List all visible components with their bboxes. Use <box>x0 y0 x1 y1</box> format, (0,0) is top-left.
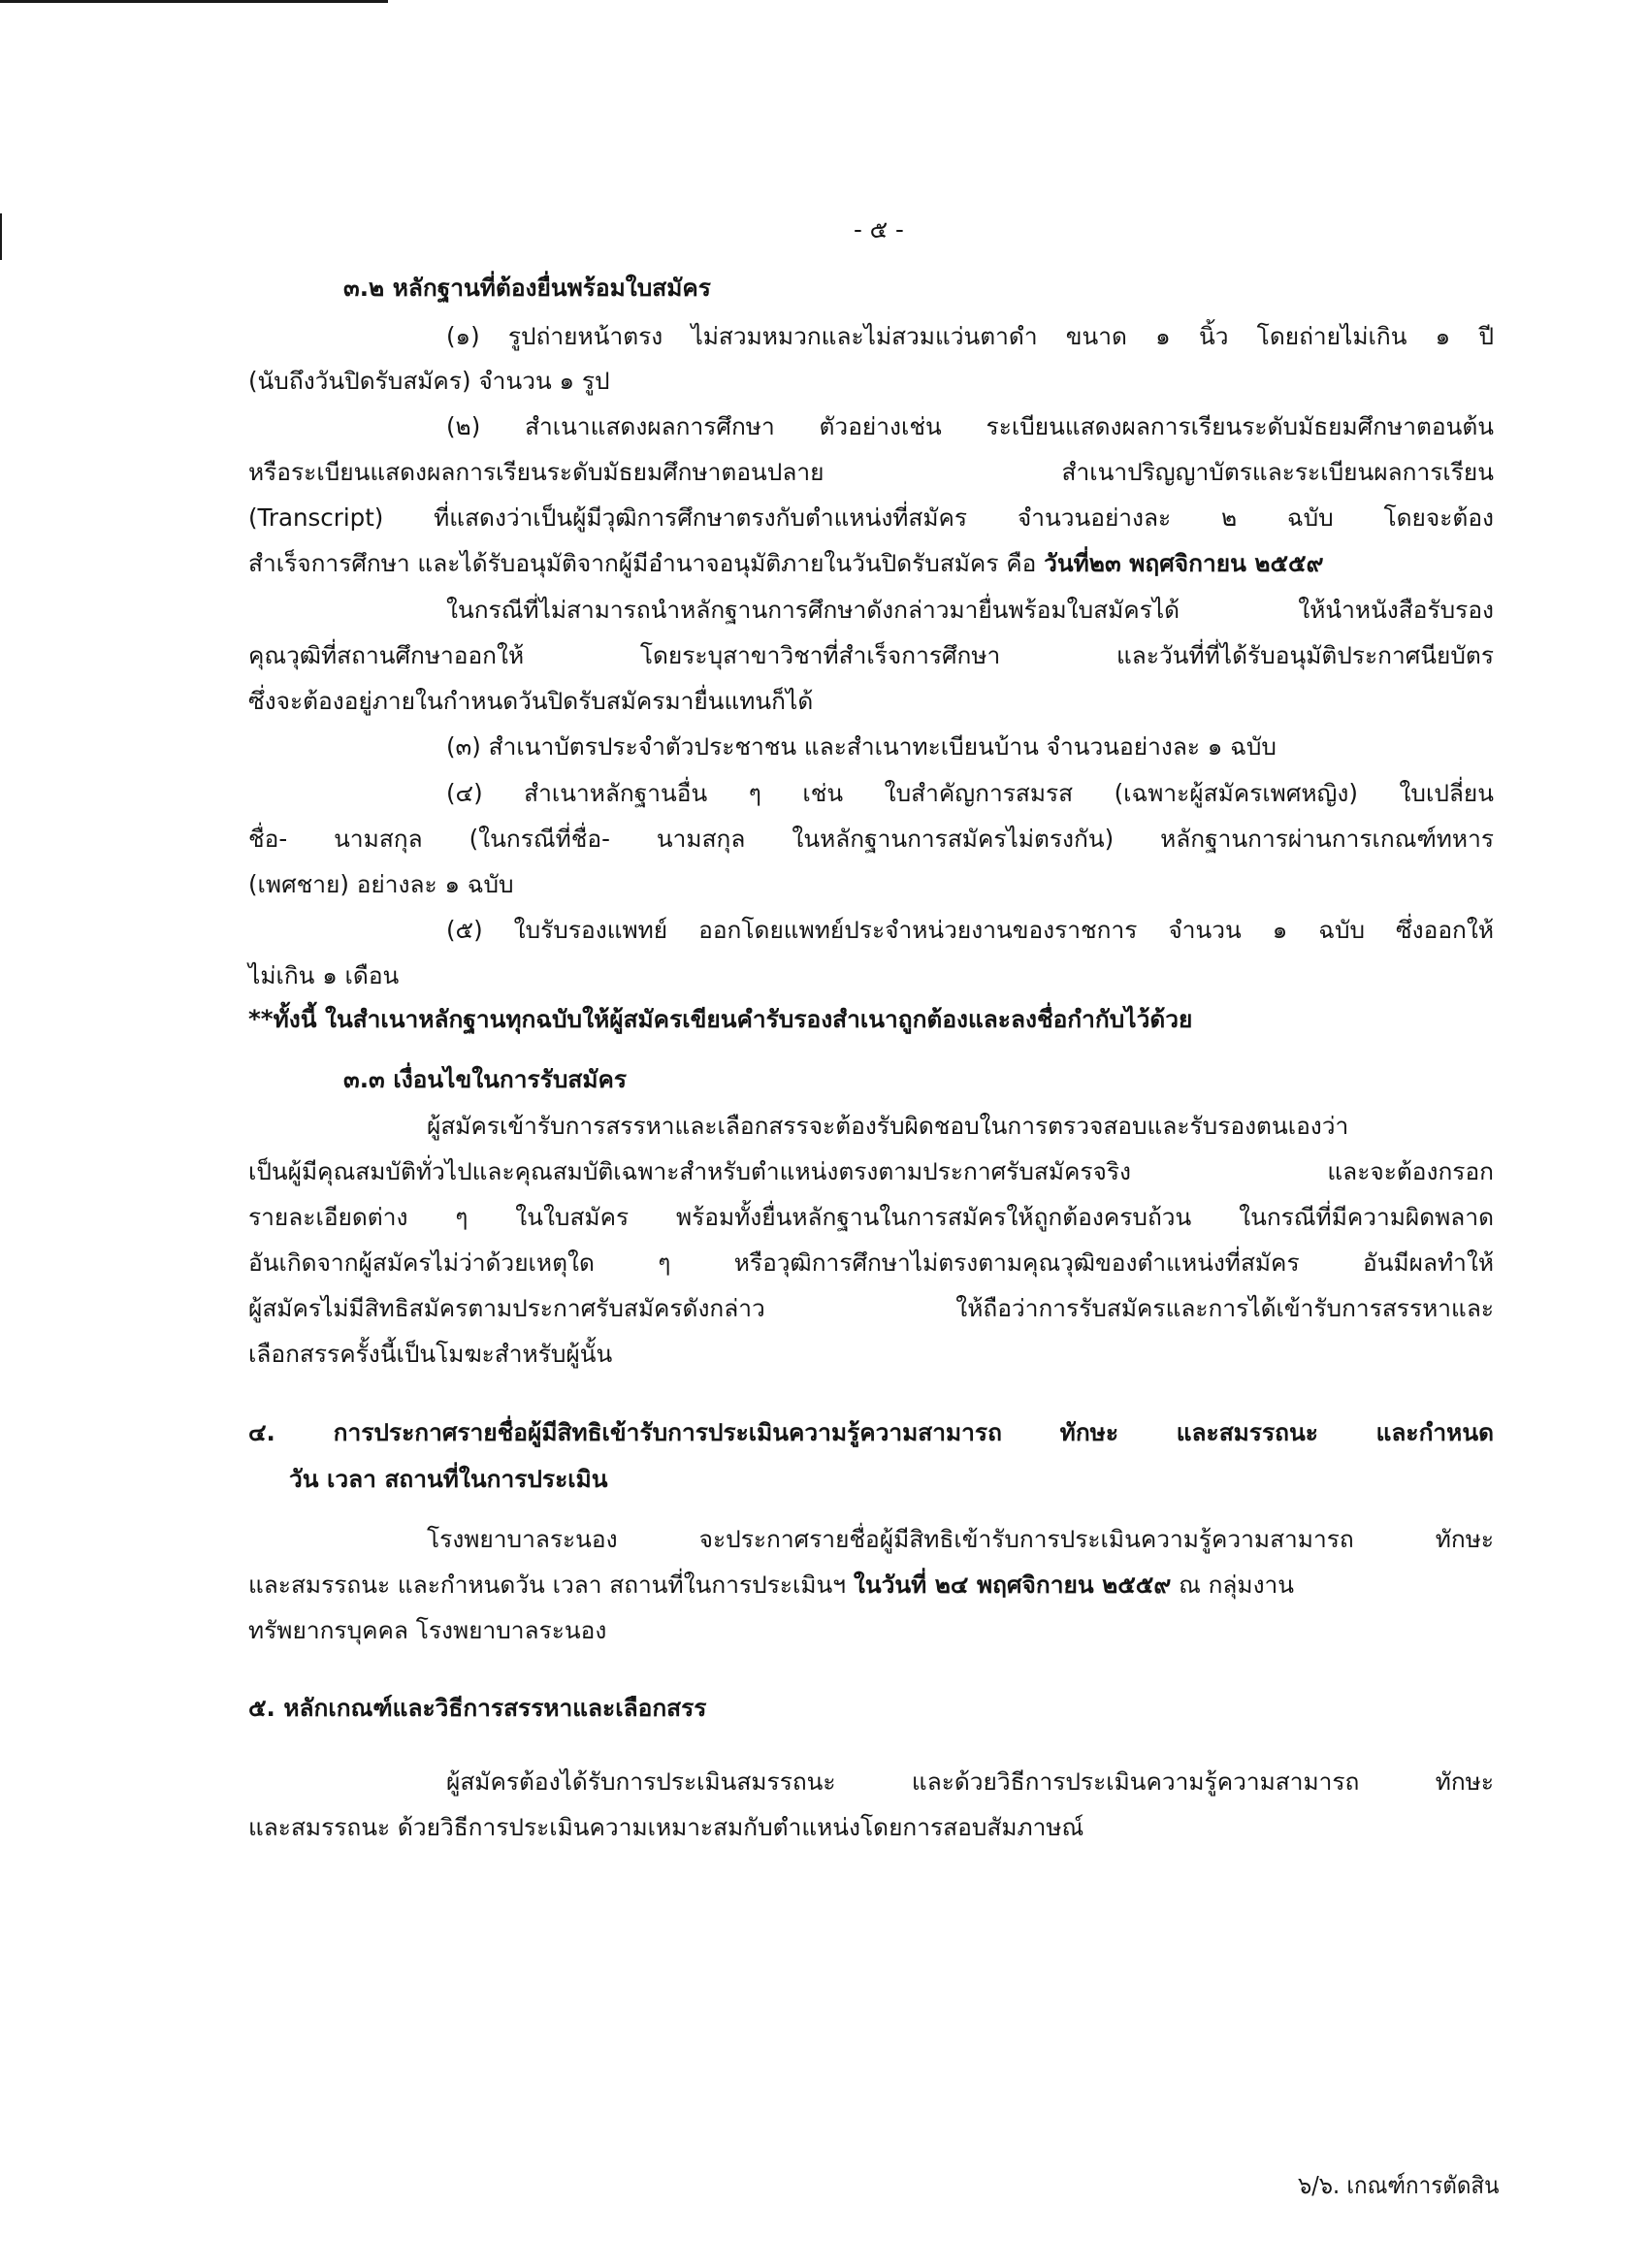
section-3-2-heading: ๓.๒ หลักฐานที่ต้องยื่นพร้อมใบสมัคร <box>343 274 711 302</box>
conditions-line: รายละเอียดต่าง ๆ ในใบสมัคร พร้อมทั้งยื่นหลักฐานในการสมัครให้ถูกต้องครบถ้วน ในกรณีที่มีความผิดพลาด <box>248 1203 1494 1231</box>
conditions-line: เป็นผู้มีคุณสมบัติทั่วไปและคุณสมบัติเฉพาะสำหรับตำแหน่งตรงตามประกาศรับสมัครจริง และจะต้องกรอก <box>248 1157 1494 1185</box>
closing-date: วันที่๒๓ พฤศจิกายน ๒๕๕๙ <box>1044 549 1324 577</box>
section-4-line: โรงพยาบาลระนอง จะประกาศรายชื่อผู้มีสิทธิเข้ารับการประเมินความรู้ความสามารถ ทักษะ <box>427 1525 1494 1553</box>
item-4-line: (เพศชาย) อย่างละ ๑ ฉบับ <box>248 870 514 898</box>
item-5-line: ไม่เกิน ๑ เดือน <box>248 961 400 989</box>
item-5-line: (๕) ใบรับรองแพทย์ ออกโดยแพทย์ประจำหน่วยงานของราชการ จำนวน ๑ ฉบับ ซึ่งออกให้ <box>446 916 1494 944</box>
page-number: - ๕ - <box>854 215 904 243</box>
announcement-date: ในวันที่ ๒๔ พฤศจิกายน ๒๕๕๙ <box>853 1571 1172 1599</box>
section-3-3-heading: ๓.๓ เงื่อนไขในการรับสมัคร <box>343 1065 628 1093</box>
conditions-line: ผู้สมัครเข้ารับการสรรหาและเลือกสรรจะต้องรับผิดชอบในการตรวจสอบและรับรองตนเองว่า <box>427 1112 1349 1140</box>
section-4-heading: วัน เวลา สถานที่ในการประเมิน <box>289 1465 608 1493</box>
conditions-line: เลือกสรรครั้งนี้เป็นโมฆะสำหรับผู้นั้น <box>248 1340 613 1368</box>
item-4-line: ชื่อ- นามสกุล (ในกรณีที่ชื่อ- นามสกุล ในหลักฐานการสมัครไม่ตรงกัน) หลักฐานการผ่านการเกณฑ์ทหาร <box>248 825 1494 853</box>
item-1-line: (๑) รูปถ่ายหน้าตรง ไม่สวมหมวกและไม่สวมแว่นตาดำ ขนาด ๑ นิ้ว โดยถ่ายไม่เกิน ๑ ปี <box>446 322 1494 350</box>
item-3-line: (๓) สำเนาบัตรประจำตัวประชาชน และสำเนาทะเบียนบ้าน จำนวนอย่างละ ๑ ฉบับ <box>446 732 1277 761</box>
item-2-line: หรือระเบียนแสดงผลการเรียนระดับมัธยมศึกษาตอนปลาย สำเนาปริญญาบัตรและระเบียนผลการเรียน <box>248 458 1494 486</box>
item-4-line: (๔) สำเนาหลักฐานอื่น ๆ เช่น ใบสำคัญการสมรส (เฉพาะผู้สมัครเพศหญิง) ใบเปลี่ยน <box>446 779 1494 807</box>
continuation-footer: ๖/๖. เกณฑ์การตัดสิน <box>1298 2171 1500 2199</box>
section-5-line: ผู้สมัครต้องได้รับการประเมินสมรรถนะ และด้วยวิธีการประเมินความรู้ความสามารถ ทักษะ <box>446 1767 1494 1796</box>
item-2-line: (๒) สำเนาแสดงผลการศึกษา ตัวอย่างเช่น ระเบียนแสดงผลการเรียนระดับมัธยมศึกษาตอนต้น <box>446 412 1494 440</box>
conditions-line: ผู้สมัครไม่มีสิทธิสมัครตามประกาศรับสมัครดังกล่าว ให้ถือว่าการรับสมัครและการได้เข้ารับการสรรหาและ <box>248 1294 1494 1322</box>
section-4-heading: ๔. การประกาศรายชื่อผู้มีสิทธิเข้ารับการประเมินความรู้ความสามารถ ทักษะ และสมรรถนะ และกำหนด <box>248 1418 1494 1446</box>
section-5-heading: ๕. หลักเกณฑ์และวิธีการสรรหาและเลือกสรร <box>248 1694 707 1722</box>
certification-note: **ทั้งนี้ ในสำเนาหลักฐานทุกฉบับให้ผู้สมัครเขียนคำรับรองสำเนาถูกต้องและลงชื่อกำกับไว้ด้วย <box>248 1005 1193 1033</box>
item-2-line: (Transcript) ที่แสดงว่าเป็นผู้มีวุฒิการศึกษาตรงกับตำแหน่งที่สมัคร จำนวนอย่างละ ๒ ฉบับ โดยจะต้อง <box>248 503 1494 532</box>
item-2-line: สำเร็จการศึกษา และได้รับอนุมัติจากผู้มีอำนาจอนุมัติภายในวันปิดรับสมัคร คือ วันที่๒๓ พฤศจิกายน ๒๕๕๙ <box>248 549 1324 577</box>
item-1-line: (นับถึงวันปิดรับสมัคร) จำนวน ๑ รูป <box>248 367 610 395</box>
section-4-line: ทรัพยากรบุคคล โรงพยาบาลระนอง <box>248 1616 607 1644</box>
item-2-note-line: ซึ่งจะต้องอยู่ภายในกำหนดวันปิดรับสมัครมายื่นแทนก็ได้ <box>248 687 814 715</box>
section-4-line: และสมรรถนะ และกำหนดวัน เวลา สถานที่ในการประเมินฯ ในวันที่ ๒๔ พฤศจิกายน ๒๕๕๙ ณ กลุ่มงาน <box>248 1571 1295 1599</box>
item-2-note-line: ในกรณีที่ไม่สามารถนำหลักฐานการศึกษาดังกล่าวมายื่นพร้อมใบสมัครได้ ให้นำหนังสือรับรอง <box>446 596 1494 624</box>
section-5-line: และสมรรถนะ ด้วยวิธีการประเมินความเหมาะสมกับตำแหน่งโดยการสอบสัมภาษณ์ <box>248 1813 1084 1841</box>
item-2-note-line: คุณวุฒิที่สถานศึกษาออกให้ โดยระบุสาขาวิชาที่สำเร็จการศึกษา และวันที่ที่ได้รับอนุมัติประกาศนียบัตร <box>248 641 1494 669</box>
conditions-line: อันเกิดจากผู้สมัครไม่ว่าด้วยเหตุใด ๆ หรือวุฒิการศึกษาไม่ตรงตามคุณวุฒิของตำแหน่งที่สมัคร อันมีผลทำให้ <box>248 1248 1494 1277</box>
